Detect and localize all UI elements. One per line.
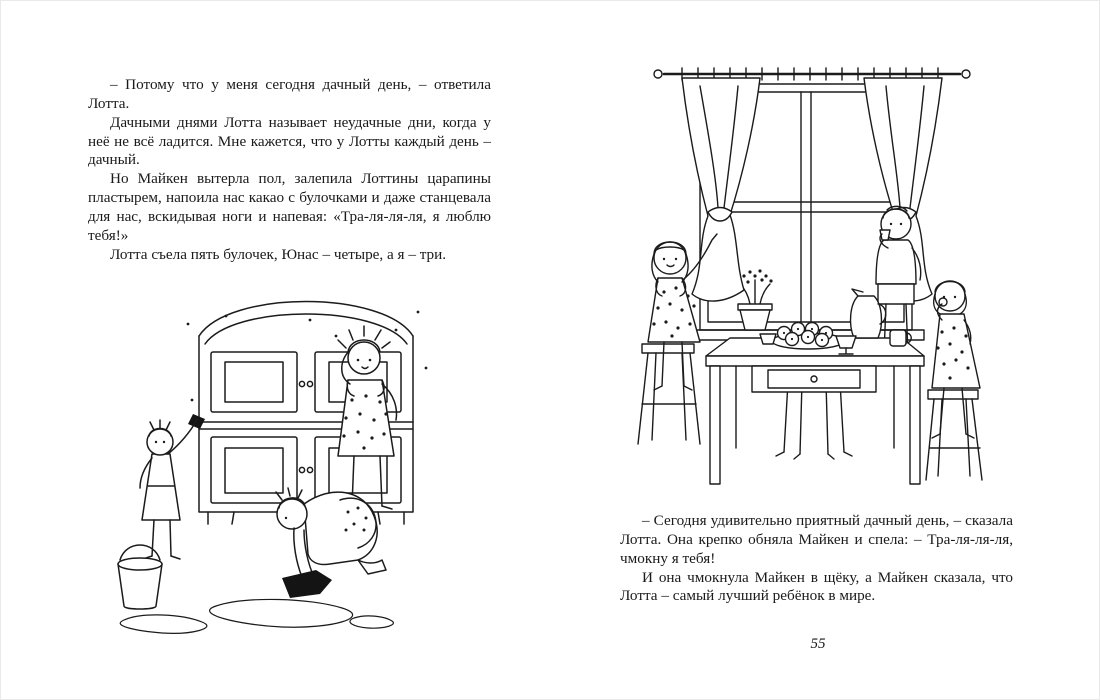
illustration-cleaning-scene bbox=[96, 272, 486, 652]
left-page-text bbox=[88, 76, 491, 264]
paragraph: – Сегодня удивительно приятный дачный день, – сказала Лотта. Она крепко обняла Майкен и спела: – Тра-ля-ля-ля, чмокну я тебя! bbox=[620, 512, 1013, 567]
paragraph: Дачными днями Лотта называет неудачные дни, когда у неё не всё ладится. Мне кажется, что у Лотты каждый день – дачный. bbox=[88, 113, 491, 169]
puddle bbox=[120, 599, 393, 633]
table bbox=[706, 338, 924, 484]
girl-right bbox=[926, 281, 982, 480]
curtain-left bbox=[682, 78, 760, 301]
kitchen-scene-drawing bbox=[612, 52, 1012, 502]
paragraph: – Потому что у меня сегодня дачный день, – ответила Лотта. bbox=[88, 76, 491, 112]
illustration-kitchen-scene bbox=[612, 52, 1012, 502]
paragraph: Лотта съела пять булочек, Юнас – четыре, а я – три. bbox=[110, 245, 447, 263]
page-number: 55 bbox=[810, 636, 826, 652]
cleaning-scene-drawing bbox=[96, 272, 486, 652]
crawling-boy bbox=[276, 488, 386, 598]
plate-of-buns bbox=[772, 323, 844, 350]
toddler bbox=[140, 414, 205, 559]
right-page-text bbox=[620, 512, 1013, 606]
small-cup bbox=[760, 334, 776, 344]
flies bbox=[187, 311, 428, 402]
rag bbox=[282, 570, 332, 598]
children-legs bbox=[776, 382, 852, 459]
paragraph: Но Майкен вытерла пол, залепила Лоттины царапины пластырем, напоила нас какао с булочками и даже станцевала для нас, вскидывая ноги и напевая: «Тра-ля-ля-ля, я люблю тебя!» bbox=[88, 170, 491, 244]
paragraph: И она чмокнула Майкен в щёку, а Майкен сказала, что Лотта – самый лучший ребёнок в мире. bbox=[620, 568, 1013, 605]
bucket bbox=[118, 545, 162, 609]
